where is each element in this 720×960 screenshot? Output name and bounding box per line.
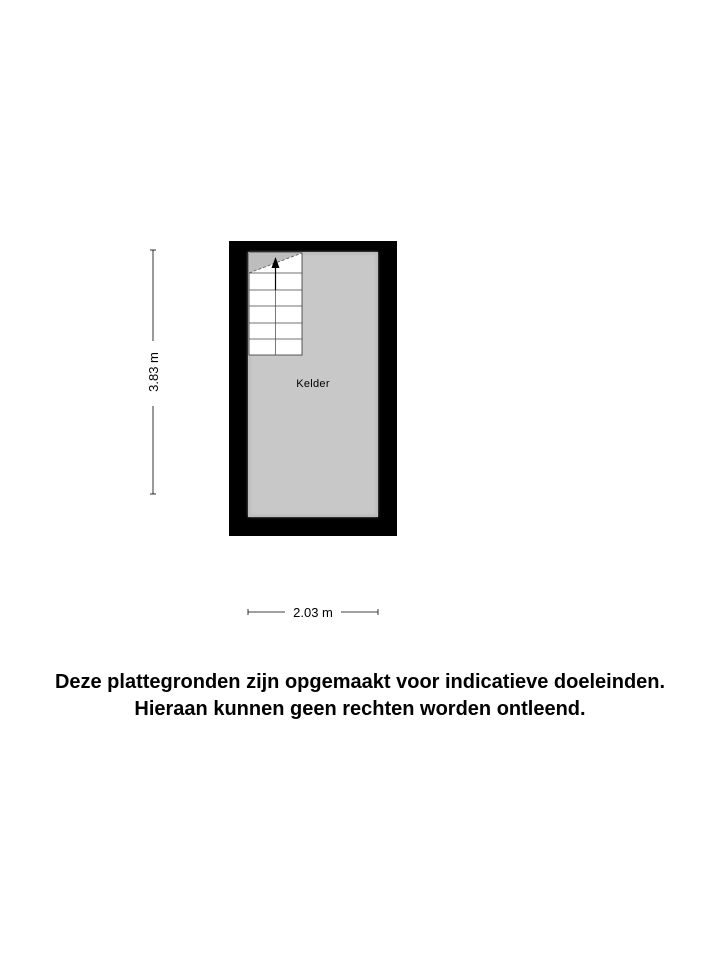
disclaimer-line-1: Deze plattegronden zijn opgemaakt voor indicatieve doeleinden. (54, 671, 666, 693)
height-dimension-label: 3.83 m (146, 352, 161, 392)
room-label: Kelder (296, 378, 330, 390)
height-dimension (146, 250, 161, 494)
staircase (249, 253, 302, 355)
width-dimension (248, 605, 378, 620)
disclaimer (0, 669, 720, 723)
width-dimension-label: 2.03 m (293, 605, 333, 620)
disclaimer-line-2: Hieraan kunnen geen rechten worden ontleend. (134, 698, 586, 720)
